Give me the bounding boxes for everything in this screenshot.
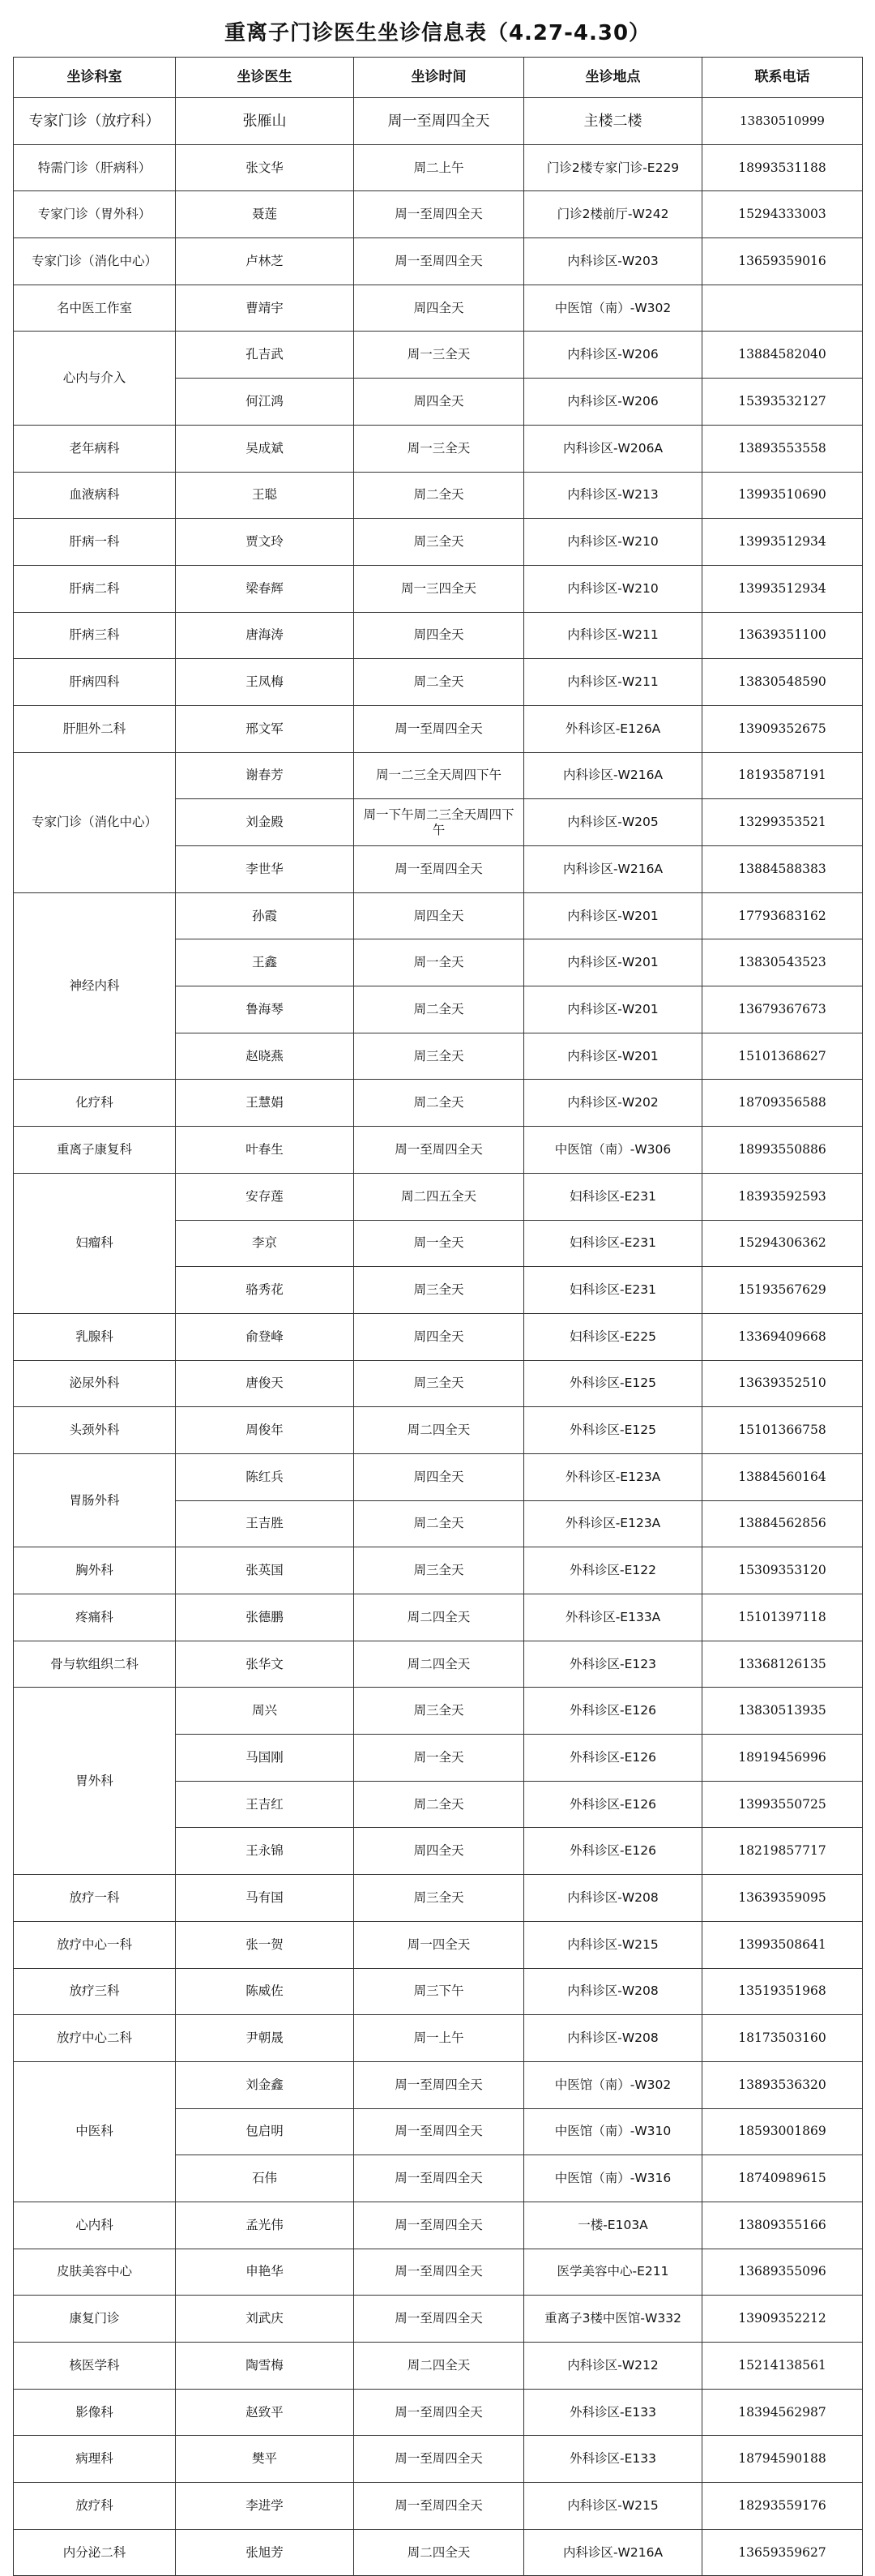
clinic-time: 周四全天 [354,379,524,426]
clinic-location: 妇科诊区-E225 [524,1313,702,1360]
department-name: 胃外科 [14,1688,176,1875]
clinic-location: 内科诊区-W213 [524,472,702,519]
department-name: 专家门诊（放疗科） [14,98,176,145]
clinic-location: 外科诊区-E122 [524,1547,702,1594]
doctor-name: 赵致平 [176,2389,354,2436]
doctor-name: 邢文军 [176,705,354,752]
phone-number: 15294333003 [702,191,863,238]
doctor-name: 王慧娟 [176,1080,354,1127]
phone-number: 13993550725 [702,1781,863,1828]
phone-number: 13659359627 [702,2529,863,2576]
department-name: 乳腺科 [14,1313,176,1360]
department-name: 特需门诊（肝病科） [14,144,176,191]
clinic-location: 外科诊区-E126A [524,705,702,752]
clinic-location: 主楼二楼 [524,98,702,145]
doctor-name: 俞登峰 [176,1313,354,1360]
table-row [14,144,863,191]
clinic-time: 周一三四全天 [354,565,524,612]
clinic-time: 周四全天 [354,892,524,939]
phone-number: 18709356588 [702,1080,863,1127]
phone-number: 13909352212 [702,2296,863,2343]
phone-number: 13809355166 [702,2202,863,2249]
phone-number: 15393532127 [702,379,863,426]
table-row [14,425,863,472]
phone-number: 13884582040 [702,332,863,379]
department-name: 放疗三科 [14,1968,176,2015]
clinic-time: 周一三全天 [354,332,524,379]
phone-number: 13659359016 [702,238,863,285]
clinic-location: 外科诊区-E126 [524,1828,702,1875]
phone-number: 13993512934 [702,565,863,612]
department-name: 心内科 [14,2202,176,2249]
phone-number: 15309353120 [702,1547,863,1594]
clinic-location: 外科诊区-E123A [524,1500,702,1547]
phone-number: 13368126135 [702,1641,863,1688]
phone-number: 13830543523 [702,939,863,986]
doctor-name: 何江鸿 [176,379,354,426]
doctor-name: 谢春芳 [176,752,354,799]
doctor-name: 孔吉武 [176,332,354,379]
clinic-time: 周二四五全天 [354,1173,524,1220]
phone-number: 18794590188 [702,2436,863,2483]
clinic-location: 内科诊区-W206A [524,425,702,472]
phone-number: 18993550886 [702,1127,863,1174]
clinic-location: 内科诊区-W206 [524,332,702,379]
doctor-name: 安存莲 [176,1173,354,1220]
doctor-name: 张旭芳 [176,2529,354,2576]
clinic-time: 周一至周四全天 [354,238,524,285]
doctor-name: 李京 [176,1220,354,1267]
clinic-location: 外科诊区-E133 [524,2389,702,2436]
clinic-location: 内科诊区-W203 [524,238,702,285]
table-row [14,1921,863,1968]
table-row [14,2483,863,2530]
phone-number: 13884560164 [702,1453,863,1500]
table-row [14,1313,863,1360]
header-location: 坐诊地点 [524,58,702,98]
clinic-time: 周一三全天 [354,425,524,472]
table-header-row [14,58,863,98]
department-name: 皮肤美容中心 [14,2249,176,2296]
clinic-time: 周三全天 [354,1688,524,1735]
department-name: 肝病二科 [14,565,176,612]
clinic-location: 内科诊区-W216A [524,2529,702,2576]
department-name: 泌尿外科 [14,1360,176,1407]
clinic-time: 周一至周四全天 [354,2155,524,2202]
clinic-location: 外科诊区-E133A [524,1594,702,1641]
phone-number: 13884588383 [702,846,863,893]
table-row [14,752,863,799]
clinic-location: 内科诊区-W205 [524,799,702,846]
clinic-time: 周一上午 [354,2015,524,2062]
table-row [14,1968,863,2015]
phone-number: 13893536320 [702,2061,863,2108]
table-row [14,612,863,659]
schedule-body [14,98,863,2576]
phone-number: 13993510690 [702,472,863,519]
department-name: 内分泌二科 [14,2529,176,2576]
clinic-time: 周三全天 [354,1267,524,1314]
department-name: 专家门诊（胃外科） [14,191,176,238]
department-name: 影像科 [14,2389,176,2436]
department-name: 老年病科 [14,425,176,472]
phone-number: 15214138561 [702,2343,863,2390]
clinic-location: 重离子3楼中医馆-W332 [524,2296,702,2343]
phone-number: 13830548590 [702,659,863,706]
clinic-time: 周一全天 [354,1735,524,1782]
clinic-location: 内科诊区-W206 [524,379,702,426]
clinic-location: 内科诊区-W210 [524,565,702,612]
phone-number: 13689355096 [702,2249,863,2296]
clinic-time: 周一四全天 [354,1921,524,1968]
page-title: 重离子门诊医生坐诊信息表（4.27-4.30） [224,21,651,45]
clinic-location: 外科诊区-E123 [524,1641,702,1688]
clinic-time: 周一至周四全天 [354,705,524,752]
doctor-name: 周兴 [176,1688,354,1735]
header-department: 坐诊科室 [14,58,176,98]
doctor-name: 梁春辉 [176,565,354,612]
phone-number: 15294306362 [702,1220,863,1267]
doctor-name: 马有国 [176,1875,354,1922]
clinic-time: 周四全天 [354,1313,524,1360]
doctor-name: 王吉胜 [176,1500,354,1547]
table-row [14,285,863,332]
doctor-name: 陶雪梅 [176,2343,354,2390]
clinic-location: 外科诊区-E125 [524,1360,702,1407]
doctor-name: 李世华 [176,846,354,893]
table-row [14,1688,863,1735]
table-row [14,2296,863,2343]
table-row [14,2015,863,2062]
clinic-location: 外科诊区-E125 [524,1407,702,1454]
clinic-location: 内科诊区-W216A [524,846,702,893]
department-name: 病理科 [14,2436,176,2483]
doctor-name: 曹靖宇 [176,285,354,332]
department-name: 妇瘤科 [14,1173,176,1313]
department-name: 专家门诊（消化中心） [14,238,176,285]
doctor-name: 王凤梅 [176,659,354,706]
doctor-name: 刘武庆 [176,2296,354,2343]
table-row [14,472,863,519]
clinic-location: 内科诊区-W208 [524,1875,702,1922]
department-name: 肝病四科 [14,659,176,706]
clinic-time: 周二全天 [354,1781,524,1828]
clinic-time: 周四全天 [354,285,524,332]
clinic-time: 周三全天 [354,1547,524,1594]
table-row [14,1594,863,1641]
clinic-time: 周二四全天 [354,2529,524,2576]
table-row [14,98,863,145]
clinic-location: 外科诊区-E126 [524,1688,702,1735]
department-name: 血液病科 [14,472,176,519]
department-name: 胃肠外科 [14,1453,176,1547]
clinic-location: 门诊2楼前厅-W242 [524,191,702,238]
table-row [14,2061,863,2108]
clinic-location: 妇科诊区-E231 [524,1173,702,1220]
department-name: 心内与介入 [14,332,176,425]
department-name: 专家门诊（消化中心） [14,752,176,892]
clinic-time: 周一全天 [354,1220,524,1267]
clinic-location: 外科诊区-E126 [524,1781,702,1828]
table-row [14,1547,863,1594]
phone-number: 18293559176 [702,2483,863,2530]
clinic-location: 内科诊区-W212 [524,2343,702,2390]
department-name: 胸外科 [14,1547,176,1594]
clinic-location: 内科诊区-W201 [524,1033,702,1080]
table-row [14,1080,863,1127]
phone-number: 13639351100 [702,612,863,659]
header-phone: 联系电话 [702,58,863,98]
table-row [14,2249,863,2296]
clinic-time: 周二全天 [354,1500,524,1547]
doctor-name: 鲁海琴 [176,986,354,1033]
phone-number: 18193587191 [702,752,863,799]
doctor-name: 张德鹏 [176,1594,354,1641]
department-name: 肝病三科 [14,612,176,659]
clinic-time: 周一全天 [354,939,524,986]
table-row [14,238,863,285]
department-name: 放疗中心二科 [14,2015,176,2062]
doctor-name: 贾文玲 [176,519,354,566]
table-row [14,892,863,939]
clinic-time: 周一至周四全天 [354,1127,524,1174]
department-name: 肝胆外二科 [14,705,176,752]
clinic-time: 周二四全天 [354,1641,524,1688]
department-name: 放疗中心一科 [14,1921,176,1968]
table-row [14,2389,863,2436]
phone-number: 13909352675 [702,705,863,752]
table-row [14,1127,863,1174]
clinic-location: 一楼-E103A [524,2202,702,2249]
clinic-location: 内科诊区-W211 [524,659,702,706]
phone-number: 17793683162 [702,892,863,939]
clinic-location: 外科诊区-E133 [524,2436,702,2483]
phone-number: 13993508641 [702,1921,863,1968]
table-row [14,705,863,752]
clinic-location: 中医馆（南）-W316 [524,2155,702,2202]
clinic-location: 外科诊区-E126 [524,1735,702,1782]
phone-number: 18173503160 [702,2015,863,2062]
clinic-time: 周三全天 [354,1360,524,1407]
table-row [14,659,863,706]
phone-number: 18394562987 [702,2389,863,2436]
table-row [14,332,863,379]
doctor-name: 王鑫 [176,939,354,986]
clinic-time: 周四全天 [354,612,524,659]
doctor-name: 马国刚 [176,1735,354,1782]
clinic-time: 周一至周四全天 [354,98,524,145]
table-row [14,1875,863,1922]
clinic-time: 周一二三全天周四下午 [354,752,524,799]
phone-number: 13299353521 [702,799,863,846]
doctor-name: 张雁山 [176,98,354,145]
phone-number [702,285,863,332]
table-row [14,519,863,566]
doctor-name: 叶春生 [176,1127,354,1174]
department-name: 放疗科 [14,2483,176,2530]
clinic-location: 内科诊区-W208 [524,1968,702,2015]
clinic-location: 内科诊区-W216A [524,752,702,799]
clinic-time: 周一至周四全天 [354,2249,524,2296]
clinic-time: 周四全天 [354,1828,524,1875]
doctor-name: 骆秀花 [176,1267,354,1314]
clinic-location: 内科诊区-W208 [524,2015,702,2062]
clinic-time: 周一至周四全天 [354,2296,524,2343]
doctor-name: 张一贺 [176,1921,354,1968]
clinic-time: 周二四全天 [354,1594,524,1641]
clinic-time: 周三全天 [354,1033,524,1080]
table-row [14,191,863,238]
phone-number: 13884562856 [702,1500,863,1547]
clinic-time: 周一至周四全天 [354,2389,524,2436]
phone-number: 13830510999 [702,98,863,145]
department-name: 疼痛科 [14,1594,176,1641]
clinic-location: 外科诊区-E123A [524,1453,702,1500]
doctor-name: 王吉红 [176,1781,354,1828]
doctor-name: 李进学 [176,2483,354,2530]
clinic-time: 周三下午 [354,1968,524,2015]
phone-number: 15101368627 [702,1033,863,1080]
table-row [14,1407,863,1454]
table-row [14,1360,863,1407]
department-name: 化疗科 [14,1080,176,1127]
clinic-location: 中医馆（南）-W310 [524,2108,702,2155]
doctor-name: 石伟 [176,2155,354,2202]
department-name: 核医学科 [14,2343,176,2390]
doctor-name: 陈威佐 [176,1968,354,2015]
doctor-name: 王聪 [176,472,354,519]
clinic-time: 周二全天 [354,1080,524,1127]
department-name: 康复门诊 [14,2296,176,2343]
department-name: 头颈外科 [14,1407,176,1454]
clinic-time: 周一至周四全天 [354,2202,524,2249]
table-row [14,1453,863,1500]
doctor-name: 张华文 [176,1641,354,1688]
table-row [14,1173,863,1220]
doctor-name: 申艳华 [176,2249,354,2296]
clinic-time: 周一下午周二三全天周四下午 [354,799,524,846]
doctor-name: 孟光伟 [176,2202,354,2249]
doctor-name: 孙霞 [176,892,354,939]
clinic-location: 中医馆（南）-W302 [524,285,702,332]
clinic-location: 内科诊区-W215 [524,1921,702,1968]
doctor-name: 刘金殿 [176,799,354,846]
clinic-time: 周一至周四全天 [354,2483,524,2530]
department-name: 名中医工作室 [14,285,176,332]
table-row [14,2202,863,2249]
doctor-name: 吴成斌 [176,425,354,472]
clinic-location: 内科诊区-W202 [524,1080,702,1127]
doctor-name: 张文华 [176,144,354,191]
clinic-location: 内科诊区-W201 [524,986,702,1033]
doctor-name: 唐海涛 [176,612,354,659]
doctor-name: 陈红兵 [176,1453,354,1500]
doctor-name: 樊平 [176,2436,354,2483]
doctor-name: 王永锦 [176,1828,354,1875]
doctor-name: 尹朝晟 [176,2015,354,2062]
clinic-time: 周一至周四全天 [354,846,524,893]
phone-number: 18919456996 [702,1735,863,1782]
clinic-location: 妇科诊区-E231 [524,1220,702,1267]
table-row [14,2436,863,2483]
clinic-location: 内科诊区-W201 [524,939,702,986]
doctor-name: 包启明 [176,2108,354,2155]
doctor-name: 张英国 [176,1547,354,1594]
department-name: 重离子康复科 [14,1127,176,1174]
phone-number: 18740989615 [702,2155,863,2202]
doctor-name: 周俊年 [176,1407,354,1454]
clinic-time: 周二全天 [354,986,524,1033]
table-row [14,1641,863,1688]
clinic-time: 周三全天 [354,1875,524,1922]
clinic-time: 周一至周四全天 [354,2108,524,2155]
clinic-location: 内科诊区-W215 [524,2483,702,2530]
table-row [14,2343,863,2390]
phone-number: 13519351968 [702,1968,863,2015]
clinic-time: 周一至周四全天 [354,191,524,238]
clinic-location: 医学美容中心-E211 [524,2249,702,2296]
clinic-location: 中医馆（南）-W302 [524,2061,702,2108]
phone-number: 13679367673 [702,986,863,1033]
clinic-time: 周三全天 [354,519,524,566]
department-name: 肝病一科 [14,519,176,566]
doctor-name: 聂莲 [176,191,354,238]
phone-number: 13893553558 [702,425,863,472]
table-row [14,565,863,612]
clinic-location: 内科诊区-W210 [524,519,702,566]
doctor-name: 卢林芝 [176,238,354,285]
phone-number: 15101366758 [702,1407,863,1454]
clinic-time: 周一至周四全天 [354,2061,524,2108]
clinic-location: 中医馆（南）-W306 [524,1127,702,1174]
header-doctor: 坐诊医生 [176,58,354,98]
phone-number: 18219857717 [702,1828,863,1875]
phone-number: 15193567629 [702,1267,863,1314]
phone-number: 13993512934 [702,519,863,566]
phone-number: 13639352510 [702,1360,863,1407]
clinic-time: 周二全天 [354,472,524,519]
clinic-time: 周二四全天 [354,1407,524,1454]
phone-number: 13369409668 [702,1313,863,1360]
department-name: 神经内科 [14,892,176,1080]
clinic-time: 周二上午 [354,144,524,191]
doctor-name: 唐俊天 [176,1360,354,1407]
department-name: 放疗一科 [14,1875,176,1922]
department-name: 骨与软组织二科 [14,1641,176,1688]
header-time: 坐诊时间 [354,58,524,98]
clinic-location: 门诊2楼专家门诊-E229 [524,144,702,191]
phone-number: 18593001869 [702,2108,863,2155]
department-name: 中医科 [14,2061,176,2202]
phone-number: 15101397118 [702,1594,863,1641]
clinic-location: 内科诊区-W201 [524,892,702,939]
phone-number: 13830513935 [702,1688,863,1735]
phone-number: 18393592593 [702,1173,863,1220]
doctor-schedule-table [13,57,863,2576]
table-row [14,2529,863,2576]
clinic-time: 周一至周四全天 [354,2436,524,2483]
clinic-location: 妇科诊区-E231 [524,1267,702,1314]
phone-number: 13639359095 [702,1875,863,1922]
phone-number: 18993531188 [702,144,863,191]
clinic-time: 周二全天 [354,659,524,706]
clinic-time: 周四全天 [354,1453,524,1500]
doctor-name: 刘金鑫 [176,2061,354,2108]
clinic-time: 周二四全天 [354,2343,524,2390]
clinic-location: 内科诊区-W211 [524,612,702,659]
doctor-name: 赵晓燕 [176,1033,354,1080]
